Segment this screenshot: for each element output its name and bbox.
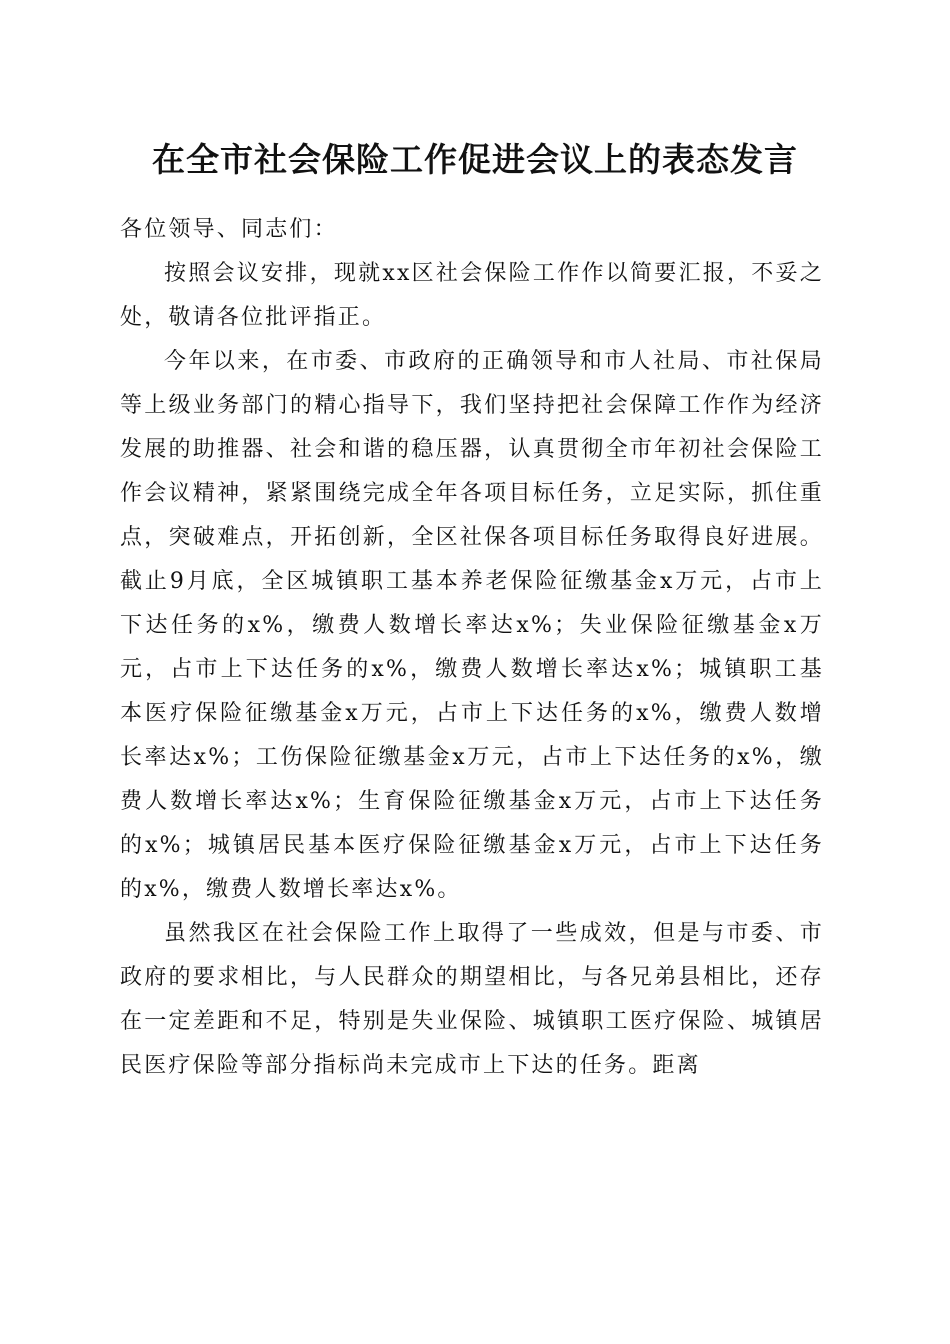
paragraph-achievements: 今年以来，在市委、市政府的正确领导和市人社局、市社保局等上级业务部门的精心指导下，我们坚持把社会保障工作作为经济发展的助推器、社会和谐的稳压器，认真贯彻全市年初社会保险工作会议精神，紧紧围绕完成全年各项目标任务，立足实际，抓住重点，突破难点，开拓创新，全区社保各项目标任务取得良好进展。截止9月底，全区城镇职工基本养老保险征缴基金x万元，占市上下达任务的x%，缴费人数增长率达x%；失业保险征缴基金x万元，占市上下达任务的x%，缴费人数增长率达x%；城镇职工基本医疗保险征缴基金x万元，占市上下达任务的x%，缴费人数增长率达x%；工伤保险征缴基金x万元，占市上下达任务的x%，缴费人数增长率达x%；生育保险征缴基金x万元，占市上下达任务的x%；城镇居民基本医疗保险征缴基金x万元，占市上下达任务的x%，缴费人数增长率达x%。 — [120, 349, 824, 902]
document-body — [120, 208, 824, 1088]
paragraph-shortcomings: 虽然我区在社会保险工作上取得了一些成效，但是与市委、市政府的要求相比，与人民群众的期望相比，与各兄弟县相比，还存在一定差距和不足，特别是失业保险、城镇职工医疗保险、城镇居民医疗保险等部分指标尚未完成市上下达的任务。距离 — [120, 921, 824, 1078]
paragraph-intro: 按照会议安排，现就xx区社会保险工作作以简要汇报，不妥之处，敬请各位批评指正。 — [120, 261, 824, 330]
salutation: 各位领导、同志们： — [120, 217, 338, 242]
document-title: 在全市社会保险工作促进会议上的表态发言 — [152, 140, 798, 179]
